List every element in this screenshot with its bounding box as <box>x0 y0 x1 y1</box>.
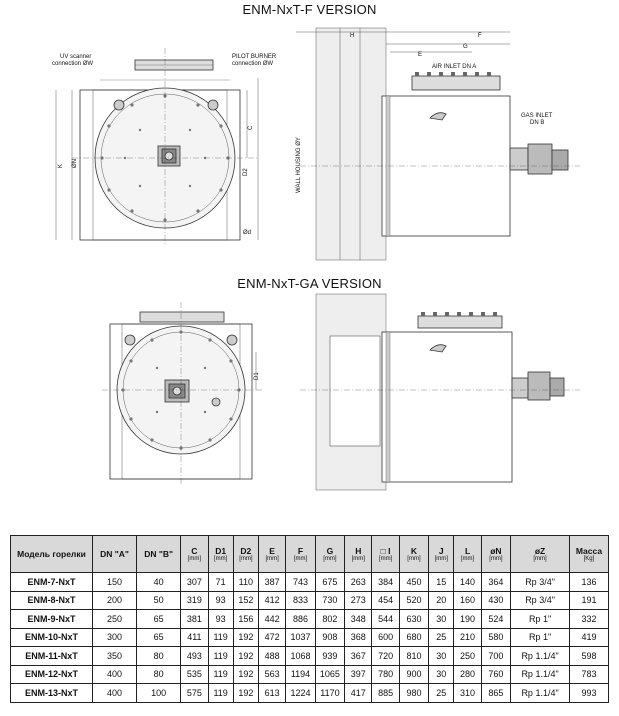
table-cell: 93 <box>208 610 233 629</box>
table-cell: 387 <box>258 573 285 592</box>
table-cell: 300 <box>92 628 136 647</box>
ga-gas-valve <box>512 378 528 398</box>
table-cell: 430 <box>481 591 510 610</box>
table-cell: 119 <box>208 647 233 666</box>
table-cell: 810 <box>399 647 428 666</box>
table-cell: 780 <box>372 665 399 684</box>
table-cell: 760 <box>481 665 510 684</box>
table-cell-model: ENM-8-NxT <box>11 591 93 610</box>
table-cell: 381 <box>181 610 208 629</box>
f-dim-c: C <box>248 125 254 130</box>
col-header-g: G [mm] <box>315 536 344 573</box>
table-cell: 488 <box>258 647 285 666</box>
table-row <box>11 573 609 592</box>
col-header-model: Модель горелки <box>11 536 93 573</box>
table-cell: 885 <box>372 684 399 703</box>
ga-version-title: ENM-NxT-GA VERSION <box>237 276 382 291</box>
table-cell: 520 <box>399 591 428 610</box>
table-cell: 400 <box>92 684 136 703</box>
table-cell: 192 <box>233 647 258 666</box>
ga-version-drawing <box>0 292 619 492</box>
spec-header-row <box>11 536 609 573</box>
table-row <box>11 647 609 666</box>
table-cell: 348 <box>345 610 372 629</box>
col-header-e: E [mm] <box>258 536 285 573</box>
col-header-dn-b: DN "B" <box>137 536 181 573</box>
table-cell: Rp 1" <box>511 610 570 629</box>
table-cell: 833 <box>286 591 315 610</box>
ga-front-top-flange <box>140 312 224 322</box>
f-wall-housing-label: WALL HOUSING ØY <box>296 137 302 193</box>
table-cell: 192 <box>233 665 258 684</box>
table-cell: 613 <box>258 684 285 703</box>
table-cell: 319 <box>181 591 208 610</box>
table-cell: 40 <box>137 573 181 592</box>
table-cell: 680 <box>399 628 428 647</box>
col-header-l: L [mm] <box>454 536 481 573</box>
table-cell: 200 <box>92 591 136 610</box>
table-cell: 367 <box>345 647 372 666</box>
table-row <box>11 591 609 610</box>
table-cell: 417 <box>345 684 372 703</box>
col-header-d2: D2 [mm] <box>233 536 258 573</box>
table-cell: 563 <box>258 665 285 684</box>
table-cell-model: ENM-12-NxT <box>11 665 93 684</box>
table-cell: 30 <box>429 647 454 666</box>
table-cell: 472 <box>258 628 285 647</box>
table-cell: 190 <box>454 610 481 629</box>
table-cell-model: ENM-13-NxT <box>11 684 93 703</box>
table-cell: 65 <box>137 628 181 647</box>
table-cell: 700 <box>481 647 510 666</box>
table-cell: 136 <box>569 573 608 592</box>
table-cell: 980 <box>399 684 428 703</box>
table-cell: 25 <box>429 684 454 703</box>
table-cell: 310 <box>454 684 481 703</box>
spec-table-body <box>11 573 609 703</box>
table-cell: 419 <box>569 628 608 647</box>
table-cell: 1068 <box>286 647 315 666</box>
table-cell: 598 <box>569 647 608 666</box>
table-cell: 93 <box>208 591 233 610</box>
table-cell: 1170 <box>315 684 344 703</box>
table-cell-model: ENM-7-NxT <box>11 573 93 592</box>
table-cell: 1037 <box>286 628 315 647</box>
table-cell: 454 <box>372 591 399 610</box>
table-row <box>11 665 609 684</box>
table-cell: 743 <box>286 573 315 592</box>
table-cell: 192 <box>233 684 258 703</box>
table-row <box>11 628 609 647</box>
f-pilot-connection-label: connection ØW <box>232 61 274 67</box>
f-front-view <box>56 48 258 244</box>
table-cell: 30 <box>429 665 454 684</box>
table-cell: 675 <box>315 573 344 592</box>
table-cell: 156 <box>233 610 258 629</box>
f-uv-scanner-label: UV scanner <box>60 54 92 60</box>
table-cell: 524 <box>481 610 510 629</box>
f-dim-d2: D2 <box>243 168 249 176</box>
table-cell-model: ENM-10-NxT <box>11 628 93 647</box>
f-version-title: ENM-NxT-F VERSION <box>242 2 377 17</box>
col-header-dn-a: DN "A" <box>92 536 136 573</box>
table-cell: 865 <box>481 684 510 703</box>
col-header-d1: D1 [mm] <box>208 536 233 573</box>
table-cell: 100 <box>137 684 181 703</box>
ga-side-view <box>300 294 580 490</box>
table-cell: Rp 1.1/4" <box>511 665 570 684</box>
table-cell: 25 <box>429 628 454 647</box>
table-cell: 720 <box>372 647 399 666</box>
table-cell: 30 <box>429 610 454 629</box>
table-cell: 600 <box>372 628 399 647</box>
ga-front-port-right <box>227 335 237 345</box>
col-header-mass: Масса [Kg] <box>569 536 608 573</box>
f-dim-n: ØN <box>72 159 78 168</box>
ga-burner-body <box>382 332 512 482</box>
table-cell: 71 <box>208 573 233 592</box>
table-cell: 150 <box>92 573 136 592</box>
f-gas-inlet-label: GAS INLET <box>521 113 553 119</box>
table-cell: 50 <box>137 591 181 610</box>
col-header-f: F [mm] <box>286 536 315 573</box>
table-row <box>11 684 609 703</box>
table-cell: 450 <box>399 573 428 592</box>
f-dim-e: E <box>418 52 423 58</box>
table-cell: Rp 3/4" <box>511 573 570 592</box>
table-cell: 332 <box>569 610 608 629</box>
table-cell-model: ENM-9-NxT <box>11 610 93 629</box>
table-cell: 15 <box>429 573 454 592</box>
f-uv-scanner-port <box>114 100 124 110</box>
table-cell: Rp 1" <box>511 628 570 647</box>
f-dim-k: K <box>58 163 64 168</box>
col-header-j: J [mm] <box>429 536 454 573</box>
table-cell: 886 <box>286 610 315 629</box>
f-air-inlet-flange <box>412 76 500 90</box>
f-dim-d: Ød <box>243 230 252 236</box>
table-cell: 580 <box>481 628 510 647</box>
table-cell: 368 <box>345 628 372 647</box>
table-cell: 350 <box>92 647 136 666</box>
table-cell: 397 <box>345 665 372 684</box>
f-pilot-burner-port <box>208 100 218 110</box>
table-cell-model: ENM-11-NxT <box>11 647 93 666</box>
table-cell: 152 <box>233 591 258 610</box>
table-cell: 273 <box>345 591 372 610</box>
table-cell: 1224 <box>286 684 315 703</box>
spec-table <box>10 535 609 703</box>
f-wall-section <box>316 28 386 260</box>
col-header-z: øZ [mm] <box>511 536 570 573</box>
ga-front-view <box>102 302 262 484</box>
table-cell: 80 <box>137 647 181 666</box>
table-cell: 939 <box>315 647 344 666</box>
table-cell: 908 <box>315 628 344 647</box>
f-version-drawing <box>0 18 619 273</box>
table-cell: 1065 <box>315 665 344 684</box>
f-air-inlet-label: AIR INLET DN A <box>432 64 477 70</box>
table-cell: 384 <box>372 573 399 592</box>
col-header-k: K [mm] <box>399 536 428 573</box>
table-cell: 119 <box>208 684 233 703</box>
table-cell: Rp 1.1/4" <box>511 684 570 703</box>
table-row <box>11 610 609 629</box>
ga-dim-d1: D1 <box>254 372 260 380</box>
ga-front-port-left <box>125 335 135 345</box>
table-cell: 783 <box>569 665 608 684</box>
table-cell: 1194 <box>286 665 315 684</box>
table-cell: 411 <box>181 628 208 647</box>
f-gas-valve <box>510 148 528 170</box>
table-cell: 250 <box>454 647 481 666</box>
col-header-c: C [mm] <box>181 536 208 573</box>
table-cell: 80 <box>137 665 181 684</box>
table-cell: 575 <box>181 684 208 703</box>
table-cell: 119 <box>208 665 233 684</box>
f-dim-g: G <box>463 44 468 50</box>
table-cell: 263 <box>345 573 372 592</box>
table-cell: 307 <box>181 573 208 592</box>
table-cell: 442 <box>258 610 285 629</box>
table-cell: 802 <box>315 610 344 629</box>
table-cell: 412 <box>258 591 285 610</box>
col-header-h: H [mm] <box>345 536 372 573</box>
table-cell: 250 <box>92 610 136 629</box>
f-side-view <box>296 28 580 260</box>
f-uv-connection-label: connection ØW <box>52 61 94 67</box>
table-cell: 535 <box>181 665 208 684</box>
col-header-i: □ I [mm] <box>372 536 399 573</box>
table-cell: 110 <box>233 573 258 592</box>
table-cell: 210 <box>454 628 481 647</box>
table-cell: 493 <box>181 647 208 666</box>
f-gas-inlet-dn-label: DN B <box>530 120 545 126</box>
table-cell: 191 <box>569 591 608 610</box>
table-cell: 400 <box>92 665 136 684</box>
table-cell: 364 <box>481 573 510 592</box>
table-cell: 160 <box>454 591 481 610</box>
table-cell: 900 <box>399 665 428 684</box>
table-cell: 544 <box>372 610 399 629</box>
table-cell: 993 <box>569 684 608 703</box>
col-header-n: øN [mm] <box>481 536 510 573</box>
table-cell: 192 <box>233 628 258 647</box>
table-cell: 280 <box>454 665 481 684</box>
table-cell: 20 <box>429 591 454 610</box>
table-cell: 65 <box>137 610 181 629</box>
table-cell: Rp 1.1/4" <box>511 647 570 666</box>
table-cell: 140 <box>454 573 481 592</box>
table-cell: 119 <box>208 628 233 647</box>
table-cell: 630 <box>399 610 428 629</box>
table-cell: Rp 3/4" <box>511 591 570 610</box>
f-pilot-burner-label: PILOT BURNER <box>232 54 277 60</box>
f-dim-h: H <box>350 33 355 39</box>
f-dim-f: F <box>478 33 482 39</box>
ga-air-inlet-flange <box>418 316 502 328</box>
table-cell: 730 <box>315 591 344 610</box>
